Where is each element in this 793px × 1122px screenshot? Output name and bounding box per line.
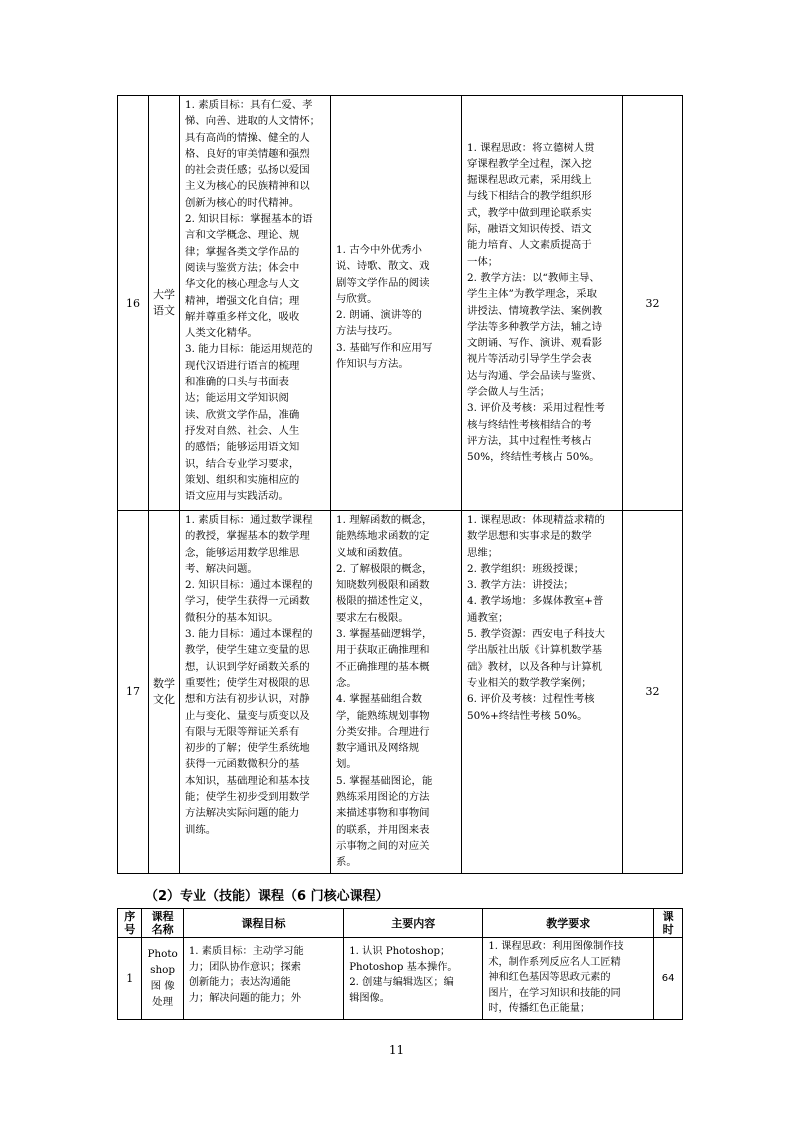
text-line: 创新能力；表达沟通能 <box>188 977 291 988</box>
text-line: 2. 教学方法：以“教师主导、 <box>467 271 600 284</box>
text-line: 止与变化、量变与质变以及 <box>185 709 310 722</box>
text-line: 义域和函数值。 <box>336 546 409 559</box>
course-table-general <box>117 95 683 874</box>
text-line: 1. 素质目标：通过数学课程 <box>185 514 313 526</box>
text-line: 具有高尚的情操、健全的人 <box>185 131 310 144</box>
table-row-1 <box>118 938 683 1020</box>
text-line: 1. 课程思政：体现精益求精的 <box>467 514 605 526</box>
text-line: 力；解决问题的能力；外 <box>188 992 301 1004</box>
header-name: 课程 名称 <box>142 909 183 938</box>
text-line: 时，传播红色正能量； <box>488 1003 591 1014</box>
text-line: 掘课程思政元素，采用线上 <box>467 174 592 187</box>
text-line: 系。 <box>336 856 357 869</box>
text-line: 微积分的基本知识。 <box>185 611 279 624</box>
text-line: 5. 掌握基础图论，能 <box>336 774 433 787</box>
text-line: 示事物之间的对应关 <box>336 839 430 852</box>
text-line: 5. 教学资源：西安电子科技大 <box>467 628 605 641</box>
course-hours: 32 <box>623 96 683 511</box>
text-line: 核与终结性考核相结合的考 <box>467 418 592 431</box>
text-line: 说、诗歌、散文、戏 <box>336 260 430 273</box>
text-line: 数字通讯及网络规 <box>336 742 420 755</box>
header-goals: 课程目标 <box>183 909 343 938</box>
text-line: 精神，增强文化自信；理 <box>185 294 300 307</box>
text-line: 极限的描述性定义， <box>336 595 430 608</box>
text-line: 方法解决实际问题的能力 <box>185 807 300 820</box>
text-line: 不正确推理的基本概 <box>336 660 430 673</box>
course-hours: 64 <box>654 938 683 1020</box>
course-name: Photo shop 图 像 处理 <box>142 938 183 1020</box>
text-line: 图片，在学习知识和技能的同 <box>488 987 621 999</box>
text-line: 际，融语文知识传授、语文 <box>467 223 592 236</box>
text-line: 思维； <box>467 546 499 559</box>
table-header-row <box>118 909 683 938</box>
text-line: 训练。 <box>185 823 217 836</box>
header-no: 序 号 <box>118 909 142 938</box>
text-line: 能力培育、人文素质提高于 <box>467 239 592 252</box>
text-line: 2. 朗诵、演讲等的 <box>336 309 422 322</box>
text-line: 策划、组织和实施相应的 <box>185 473 300 486</box>
text-line: 4. 掌握基础组合数 <box>336 693 422 706</box>
text-line: 与线下相结合的教学组织形 <box>467 190 592 203</box>
text-line: 力；团队协作意识；探索 <box>188 961 301 973</box>
course-requirements <box>483 938 654 1020</box>
course-hours: 32 <box>623 511 683 874</box>
text-line: 悌、向善、进取的人文情怀； <box>185 115 321 128</box>
text-line: 学生主体”为教学理念，采取 <box>467 288 597 301</box>
text-line: 3. 能力目标：通过本课程的 <box>185 628 313 641</box>
text-line: 能熟练地求函数的定 <box>336 530 430 543</box>
text-line: 视片等活动引导学生学会表 <box>467 353 592 366</box>
text-line: 初步的了解；使学生系统地 <box>185 742 310 755</box>
text-line: 3. 能力目标：能运用规范的 <box>185 343 313 356</box>
header-content: 主要内容 <box>344 909 483 938</box>
text-line: 剧等文学作品的阅读 <box>336 276 430 289</box>
text-line: 神和红色基因等思政元素的 <box>488 972 611 983</box>
text-line: 术，制作系列反应名人工匠精 <box>488 956 621 968</box>
text-line: 学，能熟练规划事物 <box>336 709 430 722</box>
text-line: 2. 了解极限的概念， <box>336 562 433 575</box>
course-goals <box>180 96 331 511</box>
course-name: 大学 语文 <box>149 96 180 511</box>
page-number: 11 <box>388 1043 405 1057</box>
text-line: 创新为核心的时代精神。 <box>185 196 300 209</box>
text-line: 2. 知识目标：掌握基本的语 <box>185 213 313 226</box>
text-line: 的感悟；能够运用语文知 <box>185 441 300 454</box>
text-line: 3. 基础写作和应用写 <box>336 341 433 354</box>
section-heading: （2）专业（技能）课程（6 门核心课程） <box>145 889 389 904</box>
text-line: 教学，使学生建立变量的思 <box>185 644 310 657</box>
text-line: 能；使学生初步受到用数学 <box>185 791 310 804</box>
text-line: 获得一元函数微积分的基 <box>185 758 300 771</box>
course-goals <box>180 511 331 874</box>
text-line: 3. 教学方法：讲授法； <box>467 579 574 592</box>
text-line: 学法等多种教学方法，辅之诗 <box>467 320 603 333</box>
text-line: 要求左右极限。 <box>336 611 409 624</box>
text-line: 划。 <box>336 758 357 771</box>
header-requirements: 教学要求 <box>483 909 654 938</box>
text-line: 1. 素质目标：主动学习能 <box>188 946 304 957</box>
text-line: 数学思想和实事求是的数学 <box>467 530 592 543</box>
text-line: 用于获取正确推理和 <box>336 644 430 657</box>
text-line: 念，能够运用数学思维思 <box>185 546 300 559</box>
text-line: 的教授，掌握基本的数学理 <box>185 530 310 543</box>
text-line: 1. 认识 Photoshop； <box>349 946 451 957</box>
course-requirements <box>462 511 623 874</box>
text-line: 抒发对自然、社会、人生 <box>185 424 300 437</box>
text-line: 想，认识到学好函数关系的 <box>185 660 310 673</box>
text-line: 1. 素质目标：具有仁爱、孝 <box>185 99 313 111</box>
text-line: 人类文化精华。 <box>185 327 258 340</box>
text-line: 1. 课程思政：利用图像制作技 <box>488 941 624 952</box>
course-number: 16 <box>118 96 149 511</box>
text-line: 的联系，并用图来表 <box>336 823 430 836</box>
text-line: 考、解决问题。 <box>185 562 258 575</box>
course-table-professional <box>117 908 683 1020</box>
text-line: 学会做人与生活； <box>467 385 551 398</box>
text-line: 6. 评价及考核：过程性考核 <box>467 693 595 706</box>
text-line: 方法与技巧。 <box>336 325 399 338</box>
table-row-16 <box>118 96 683 511</box>
text-line: 读、欣赏文学作品，准确 <box>185 408 300 421</box>
text-line: Photoshop 基本操作。 <box>349 961 458 973</box>
text-line: 式，教学中做到理论联系实 <box>467 206 592 219</box>
text-line: 1. 古今中外优秀小 <box>336 244 422 256</box>
text-line: 达与沟通、学会品读与鉴赏、 <box>467 369 603 382</box>
text-line: 华文化的核心理念与人文 <box>185 278 300 291</box>
text-line: 2. 教学组织：班级授课； <box>467 562 585 575</box>
text-line: 主义为核心的民族精神和以 <box>185 180 310 193</box>
text-line: 语文应用与实践活动。 <box>185 490 289 503</box>
text-line: 阅读与鉴赏方法；体会中 <box>185 261 300 274</box>
text-line: 熟练采用图论的方法 <box>336 791 430 804</box>
text-line: 格、良好的审美情趣和强烈 <box>185 147 310 160</box>
text-line: 50%，终结性考核占 50%。 <box>467 451 600 464</box>
text-line: 辑图像。 <box>349 992 390 1004</box>
text-line: 评方法，其中过程性考核占 <box>467 434 592 447</box>
text-line: 和准确的口头与书面表 <box>185 376 289 389</box>
course-content <box>331 96 462 511</box>
text-line: 通教室； <box>467 611 509 624</box>
text-line: 本知识，基础理论和基本技 <box>185 774 310 787</box>
text-line: 2. 知识目标：通过本课程的 <box>185 579 313 592</box>
text-line: 知晓数列极限和函数 <box>336 579 430 592</box>
course-content <box>344 938 483 1020</box>
text-line: 专业相关的数学教学案例； <box>467 676 592 689</box>
text-line: 3. 评价及考核：采用过程性考 <box>467 402 605 415</box>
text-line: 分类安排。合理进行 <box>336 725 430 738</box>
text-line: 念。 <box>336 676 357 689</box>
text-line: 3. 掌握基础逻辑学， <box>336 628 433 641</box>
text-line: 1. 理解函数的概念， <box>336 514 433 526</box>
text-line: 重要性；使学生对极限的思 <box>185 676 310 689</box>
text-line: 1. 课程思政：将立德树人贯 <box>467 141 595 154</box>
text-line: 达；能运用文学知识阅 <box>185 392 289 405</box>
text-line: 识，结合专业学习要求， <box>185 457 300 470</box>
course-content <box>331 511 462 874</box>
header-hours: 课 时 <box>654 909 683 938</box>
text-line: 与欣赏。 <box>336 292 378 305</box>
text-line: 穿课程教学全过程，深入挖 <box>467 157 592 170</box>
text-line: 的社会责任感；弘扬以爱国 <box>185 164 310 177</box>
text-line: 律；掌握各类文学作品的 <box>185 245 300 258</box>
text-line: 2. 创建与编辑选区；编 <box>349 977 454 988</box>
text-line: 解并尊重多样文化，吸收 <box>185 310 300 323</box>
text-line: 础》教材，以及各种与计算机 <box>467 660 603 673</box>
text-line: 作知识与方法。 <box>336 358 409 371</box>
course-requirements <box>462 96 623 511</box>
course-name: 数学 文化 <box>149 511 180 874</box>
course-goals <box>183 938 343 1020</box>
text-line: 学出版社出版《计算机数学基 <box>467 644 603 657</box>
text-line: 现代汉语进行语言的梳理 <box>185 359 300 372</box>
text-line: 有限与无限等辩证关系有 <box>185 725 300 738</box>
text-line: 一体； <box>467 255 499 268</box>
text-line: 讲授法、情境教学法、案例教 <box>467 304 603 317</box>
text-line: 50%+终结性考核 50%。 <box>467 709 588 722</box>
text-line: 想和方法有初步认识，对静 <box>185 693 310 706</box>
text-line: 言和文学概念、理论、规 <box>185 229 300 242</box>
course-number: 17 <box>118 511 149 874</box>
text-line: 文朗诵、写作、演讲、观看影 <box>467 337 603 350</box>
course-number: 1 <box>118 938 142 1020</box>
text-line: 4. 教学场地：多媒体教室+普 <box>467 595 604 608</box>
text-line: 学习，使学生获得一元函数 <box>185 595 310 608</box>
table-row-17 <box>118 511 683 874</box>
text-line: 来描述事物和事物间 <box>336 807 430 820</box>
